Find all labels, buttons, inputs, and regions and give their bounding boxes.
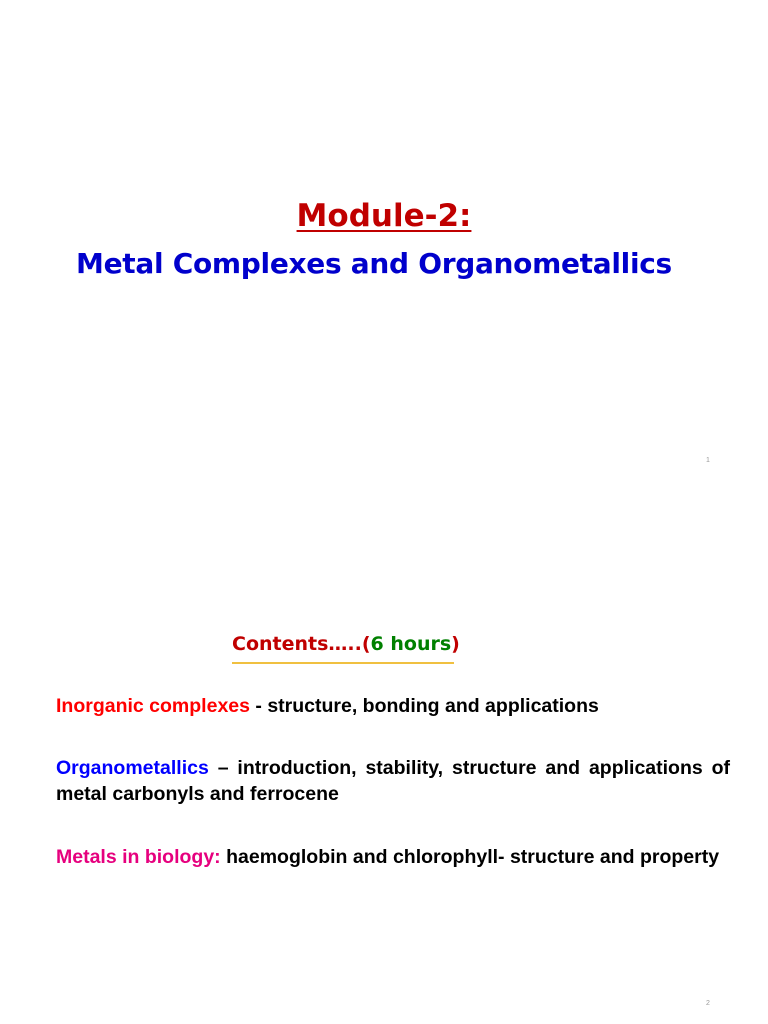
item-text: - structure, bonding and applications [249, 695, 599, 717]
contents-heading [232, 630, 460, 658]
contents-item-inorganic [56, 693, 730, 719]
contents-label: Contents…..( [232, 633, 371, 655]
module-title-text: Module-2: [296, 198, 472, 234]
contents-item-organometallics [56, 755, 730, 807]
item-keyword: Metals in biology: [56, 846, 221, 868]
slide-2 [0, 512, 768, 1024]
contents-hours: 6 hours [370, 633, 452, 655]
contents-item-metals-biology [56, 844, 730, 870]
item-text: haemoglobin and chlorophyll- structure and property [220, 846, 720, 868]
contents-close: ) [451, 633, 460, 655]
contents-underline [232, 662, 454, 664]
page-number-1: 1 [706, 457, 710, 464]
item-keyword: Organometallics [56, 757, 209, 779]
module-title [0, 196, 768, 236]
page-number-2: 2 [706, 1000, 710, 1007]
item-keyword: Inorganic complexes [56, 695, 250, 717]
module-subtitle: Metal Complexes and Organometallics [76, 247, 672, 280]
item-text: – introduction, stability, structure and applications of metal carbonyls and ferrocene [56, 757, 730, 805]
